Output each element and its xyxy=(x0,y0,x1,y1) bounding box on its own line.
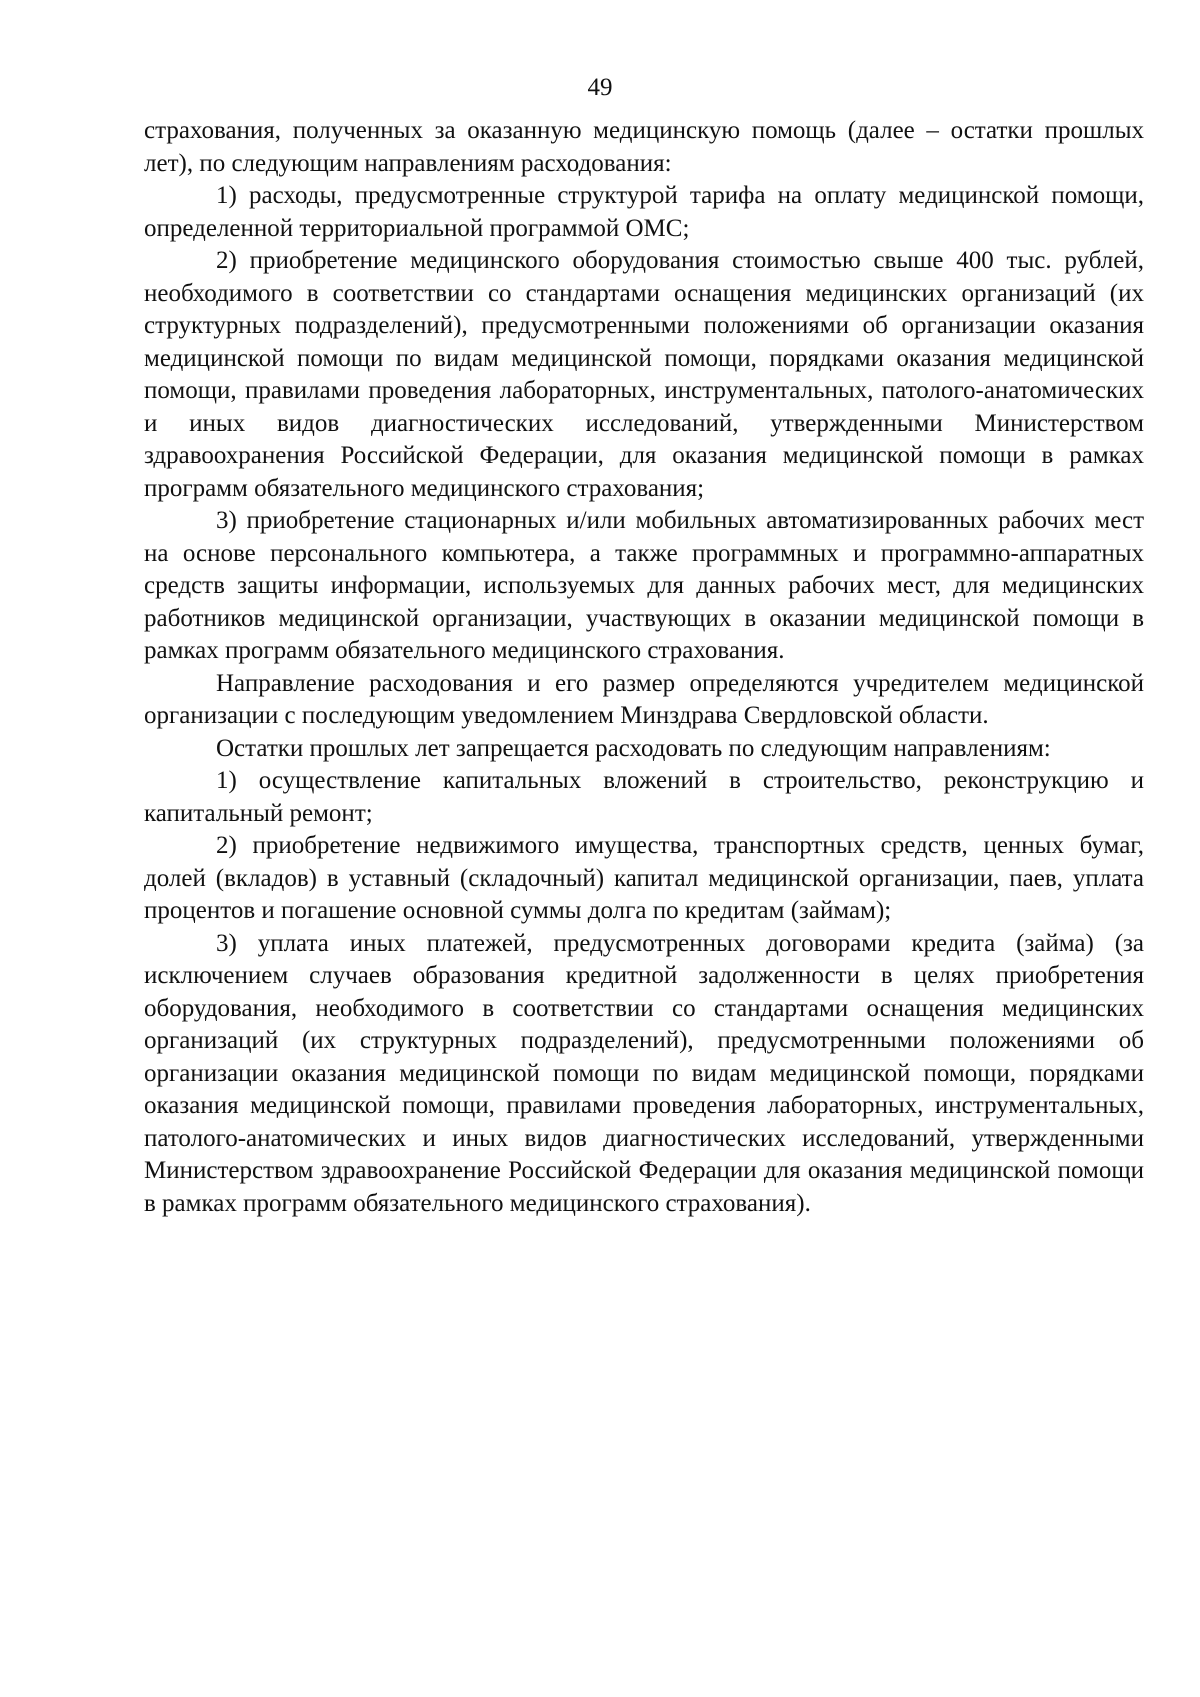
paragraph-prohibited: Остатки прошлых лет запрещается расходовать по следующим направлениям: xyxy=(216,734,1051,762)
paragraph-prohibited-item-3: 3) уплата иных платежей, предусмотренных договорами кредита (займа) (за исключением случаев образования кредитной задолженности в целях приобретения оборудования, необходимого в соответствии со стандартами оснащения медицинских организаций (их структурных подразделений), предусмотренными положениями об организации оказания медицинской помощи по видам медицинской помощи, порядками оказания медицинской помощи, правилами проведения лабораторных, инструментальных, патолого-анатомических и иных видов диагностических исследований, утвержденными Министерством здравоохранение Российской Федерации для оказания медицинской помощи в рамках программ обязательного медицинского страхования). xyxy=(144,929,1144,1217)
paragraph-item-2-equipment: 2) приобретение медицинского оборудования стоимостью свыше 400 тыс. рублей, необходимого в соответствии со стандартами оснащения медицинских организаций (их структурных подразделений), предусмотренными положениями об организации оказания медицинской помощи по видам медицинской помощи, порядками оказания медицинской помощи, правилами проведения лабораторных, инструментальных, патолого-анатомических и иных видов диагностических исследований, утвержденными Министерством здравоохранения Российской Федерации, для оказания медицинской помощи в рамках программ обязательного медицинского страхования; xyxy=(144,247,1144,502)
paragraph-item-3-workstations: 3) приобретение стационарных и/или мобильных автоматизированных рабочих мест на основе персонального компьютера, а также программных и программно-аппаратных средств защиты информации, используемых для данных рабочих мест, для медицинских работников медицинской организации, участвующих в оказании медицинской помощи в рамках программ обязательного медицинского страхования. xyxy=(144,507,1144,664)
paragraph-continuation: страхования, полученных за оказанную медицинскую помощь (далее – остатки прошлых лет), по следующим направлениям расходования: xyxy=(144,117,1144,177)
page-number: 49 xyxy=(587,74,613,101)
paragraph-prohibited-item-2: 2) приобретение недвижимого имущества, транспортных средств, ценных бумаг, долей (вкладов) в уставный (складочный) капитал медицинской организации, паев, уплата процентов и погашение основной суммы долга по кредитам (займам); xyxy=(144,832,1144,924)
document-body xyxy=(144,115,1144,1220)
paragraph-direction: Направление расходования и его размер определяются учредителем медицинской организации с последующим уведомлением Минздрава Свердловской области. xyxy=(144,669,1144,729)
paragraph-prohibited-item-1: 1) осуществление капитальных вложений в строительство, реконструкцию и капитальный ремонт; xyxy=(144,767,1144,827)
paragraph-item-1-expenses: 1) расходы, предусмотренные структурой тарифа на оплату медицинской помощи, определенной территориальной программой ОМС; xyxy=(144,182,1144,242)
